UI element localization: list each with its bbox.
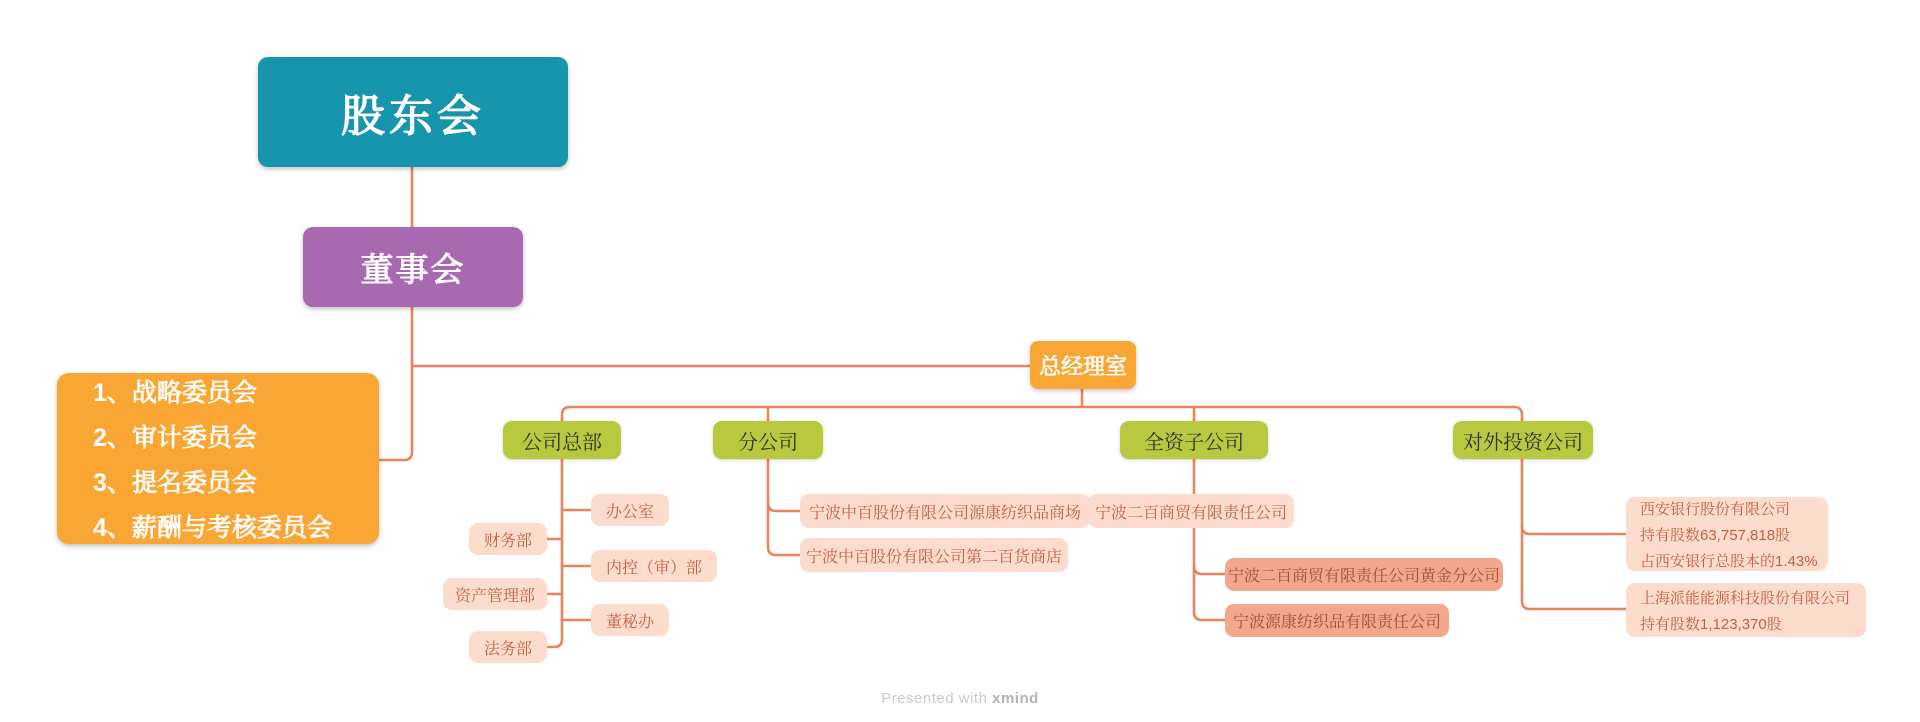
node-committees[interactable] <box>57 373 379 544</box>
node-wholly-owned[interactable]: 全资子公司 <box>1120 421 1268 459</box>
node-branch-second-department-store[interactable]: 宁波中百股份有限公司第二百货商店 <box>800 538 1068 572</box>
presented-with-watermark <box>881 690 1039 707</box>
node-hq-finance[interactable]: 财务部 <box>469 523 547 555</box>
investment-line: 西安银行股份有限公司 <box>1640 500 1791 518</box>
committee-line-1: 1、战略委员会 <box>93 379 257 407</box>
node-board[interactable]: 董事会 <box>303 227 523 307</box>
node-hq-legal[interactable]: 法务部 <box>469 631 547 663</box>
committee-line-2: 2、审计委员会 <box>93 424 257 452</box>
investment-line: 持有股数63,757,818股 <box>1640 526 1791 544</box>
node-hq[interactable]: 公司总部 <box>503 421 621 459</box>
committee-line-3: 3、提名委员会 <box>93 469 257 497</box>
xmind-brand: xmind <box>992 690 1039 707</box>
node-erbai-gold-branch[interactable]: 宁波二百商贸有限责任公司黄金分公司 <box>1225 558 1503 591</box>
node-erbai-trading[interactable]: 宁波二百商贸有限责任公司 <box>1088 494 1294 528</box>
node-gm-office[interactable]: 总经理室 <box>1030 341 1136 389</box>
investment-line: 上海派能能源科技股份有限公司 <box>1640 589 1851 607</box>
node-hq-office[interactable]: 办公室 <box>591 494 669 526</box>
node-branch-companies[interactable]: 分公司 <box>713 421 823 459</box>
node-xian-bank-investment[interactable] <box>1626 497 1828 571</box>
node-hq-board-secretary[interactable]: 董秘办 <box>591 604 669 636</box>
investment-line: 持有股数1,123,370股 <box>1640 615 1782 633</box>
presented-with-label: Presented with <box>881 690 993 707</box>
node-shareholders[interactable]: 股东会 <box>258 57 568 167</box>
node-branch-yuankang-mall[interactable]: 宁波中百股份有限公司源康纺织品商场 <box>800 494 1090 528</box>
node-hq-asset-mgmt[interactable]: 资产管理部 <box>443 578 547 610</box>
node-investments[interactable]: 对外投资公司 <box>1453 421 1593 459</box>
node-hq-internal-control[interactable]: 内控（审）部 <box>591 550 717 582</box>
node-pylontech-investment[interactable] <box>1626 583 1866 637</box>
node-yuankang-textile[interactable]: 宁波源康纺织品有限责任公司 <box>1225 604 1449 637</box>
committee-line-4: 4、薪酬与考核委员会 <box>93 514 332 542</box>
investment-line: 占西安银行总股本的1.43% <box>1640 552 1818 570</box>
